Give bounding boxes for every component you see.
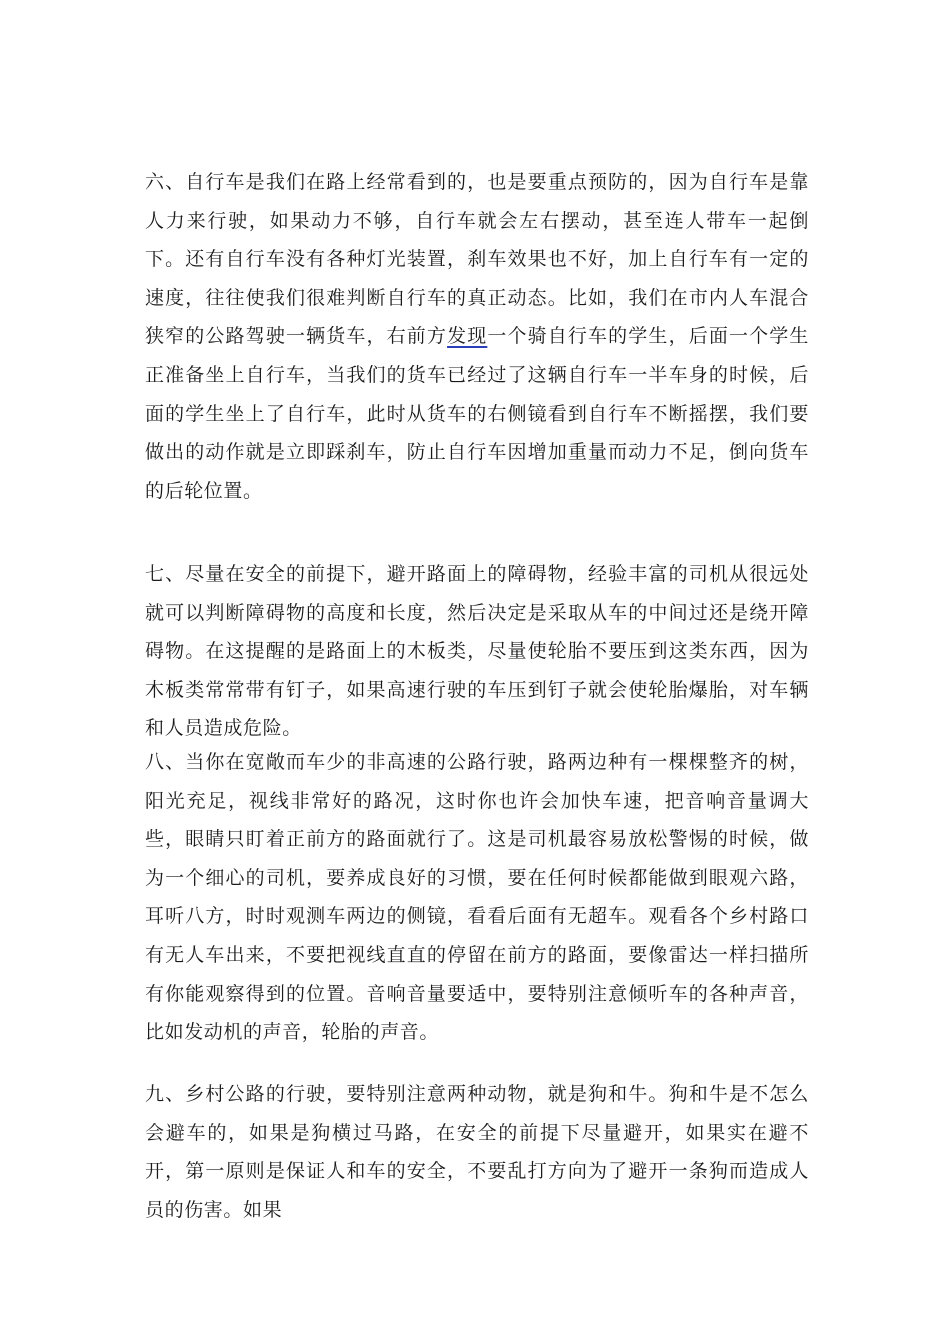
paragraph-9: 九、乡村公路的行驶，要特别注意两种动物，就是狗和牛。狗和牛是不怎么会避车的，如果是狗横过马路，在安全的前提下尽量避开，如果实在避不开，第一原则是保证人和车的安全，不要乱打方向为了避开一条狗而造成人员的伤害。如果 [145, 1083, 809, 1221]
paragraph-6-text-start: 六、自行车是我们在路上经常看到的，也是要重点预防的，因为自行车是靠人力来行驶，如果动力不够，自行车就会左右摆动，甚至连人带车一起倒下。还有自行车没有各种灯光装置，刹车效果也不好，加上自行车有一定的速度，往往使我们很难判断自行车的真正动态。比如，我们在市内人车混合狭窄的公路驾驶一辆货车，右前方 [145, 171, 809, 348]
paragraph-6-text-end: 一个骑自行车的学生，后面一个学生正准备坐上自行车，当我们的货车已经过了这辆自行车一半车身的时候，后面的学生坐上了自行车，此时从货车的右侧镜看到自行车不断摇摆，我们要做出的动作就是立即踩刹车，防止自行车因增加重量而动力不足，倒向货车的后轮位置。 [145, 325, 809, 502]
paragraph-8: 八、当你在宽敞而车少的非高速的公路行驶，路两边种有一棵棵整齐的树，阳光充足，视线非常好的路况，这时你也许会加快车速，把音响音量调大些，眼睛只盯着正前方的路面就行了。这是司机最容易放松警惕的时候，做为一个细心的司机，要养成良好的习惯，要在任何时候都能做到眼观六路，耳听八方，时时观测车两边的侧镜，看看后面有无超车。观看各个乡村路口有无人车出来，不要把视线直直的停留在前方的路面，要像雷达一样扫描所有你能观察得到的位置。音响音量要适中，要特别注意倾听车的各种声音，比如发动机的声音，轮胎的声音。 [145, 751, 809, 1044]
paragraph-7: 七、尽量在安全的前提下，避开路面上的障碍物，经验丰富的司机从很远处就可以判断障碍物的高度和长度，然后决定是采取从车的中间过还是绕开障碍物。在这提醒的是路面上的木板类，尽量使轮胎不要压到这类东西，因为木板类常常带有钉子，如果高速行驶的车压到钉子就会使轮胎爆胎，对车辆和人员造成危险。 [145, 563, 809, 740]
paragraph-6-link[interactable]: 发现 [447, 325, 488, 348]
paragraph-6 [145, 163, 809, 510]
